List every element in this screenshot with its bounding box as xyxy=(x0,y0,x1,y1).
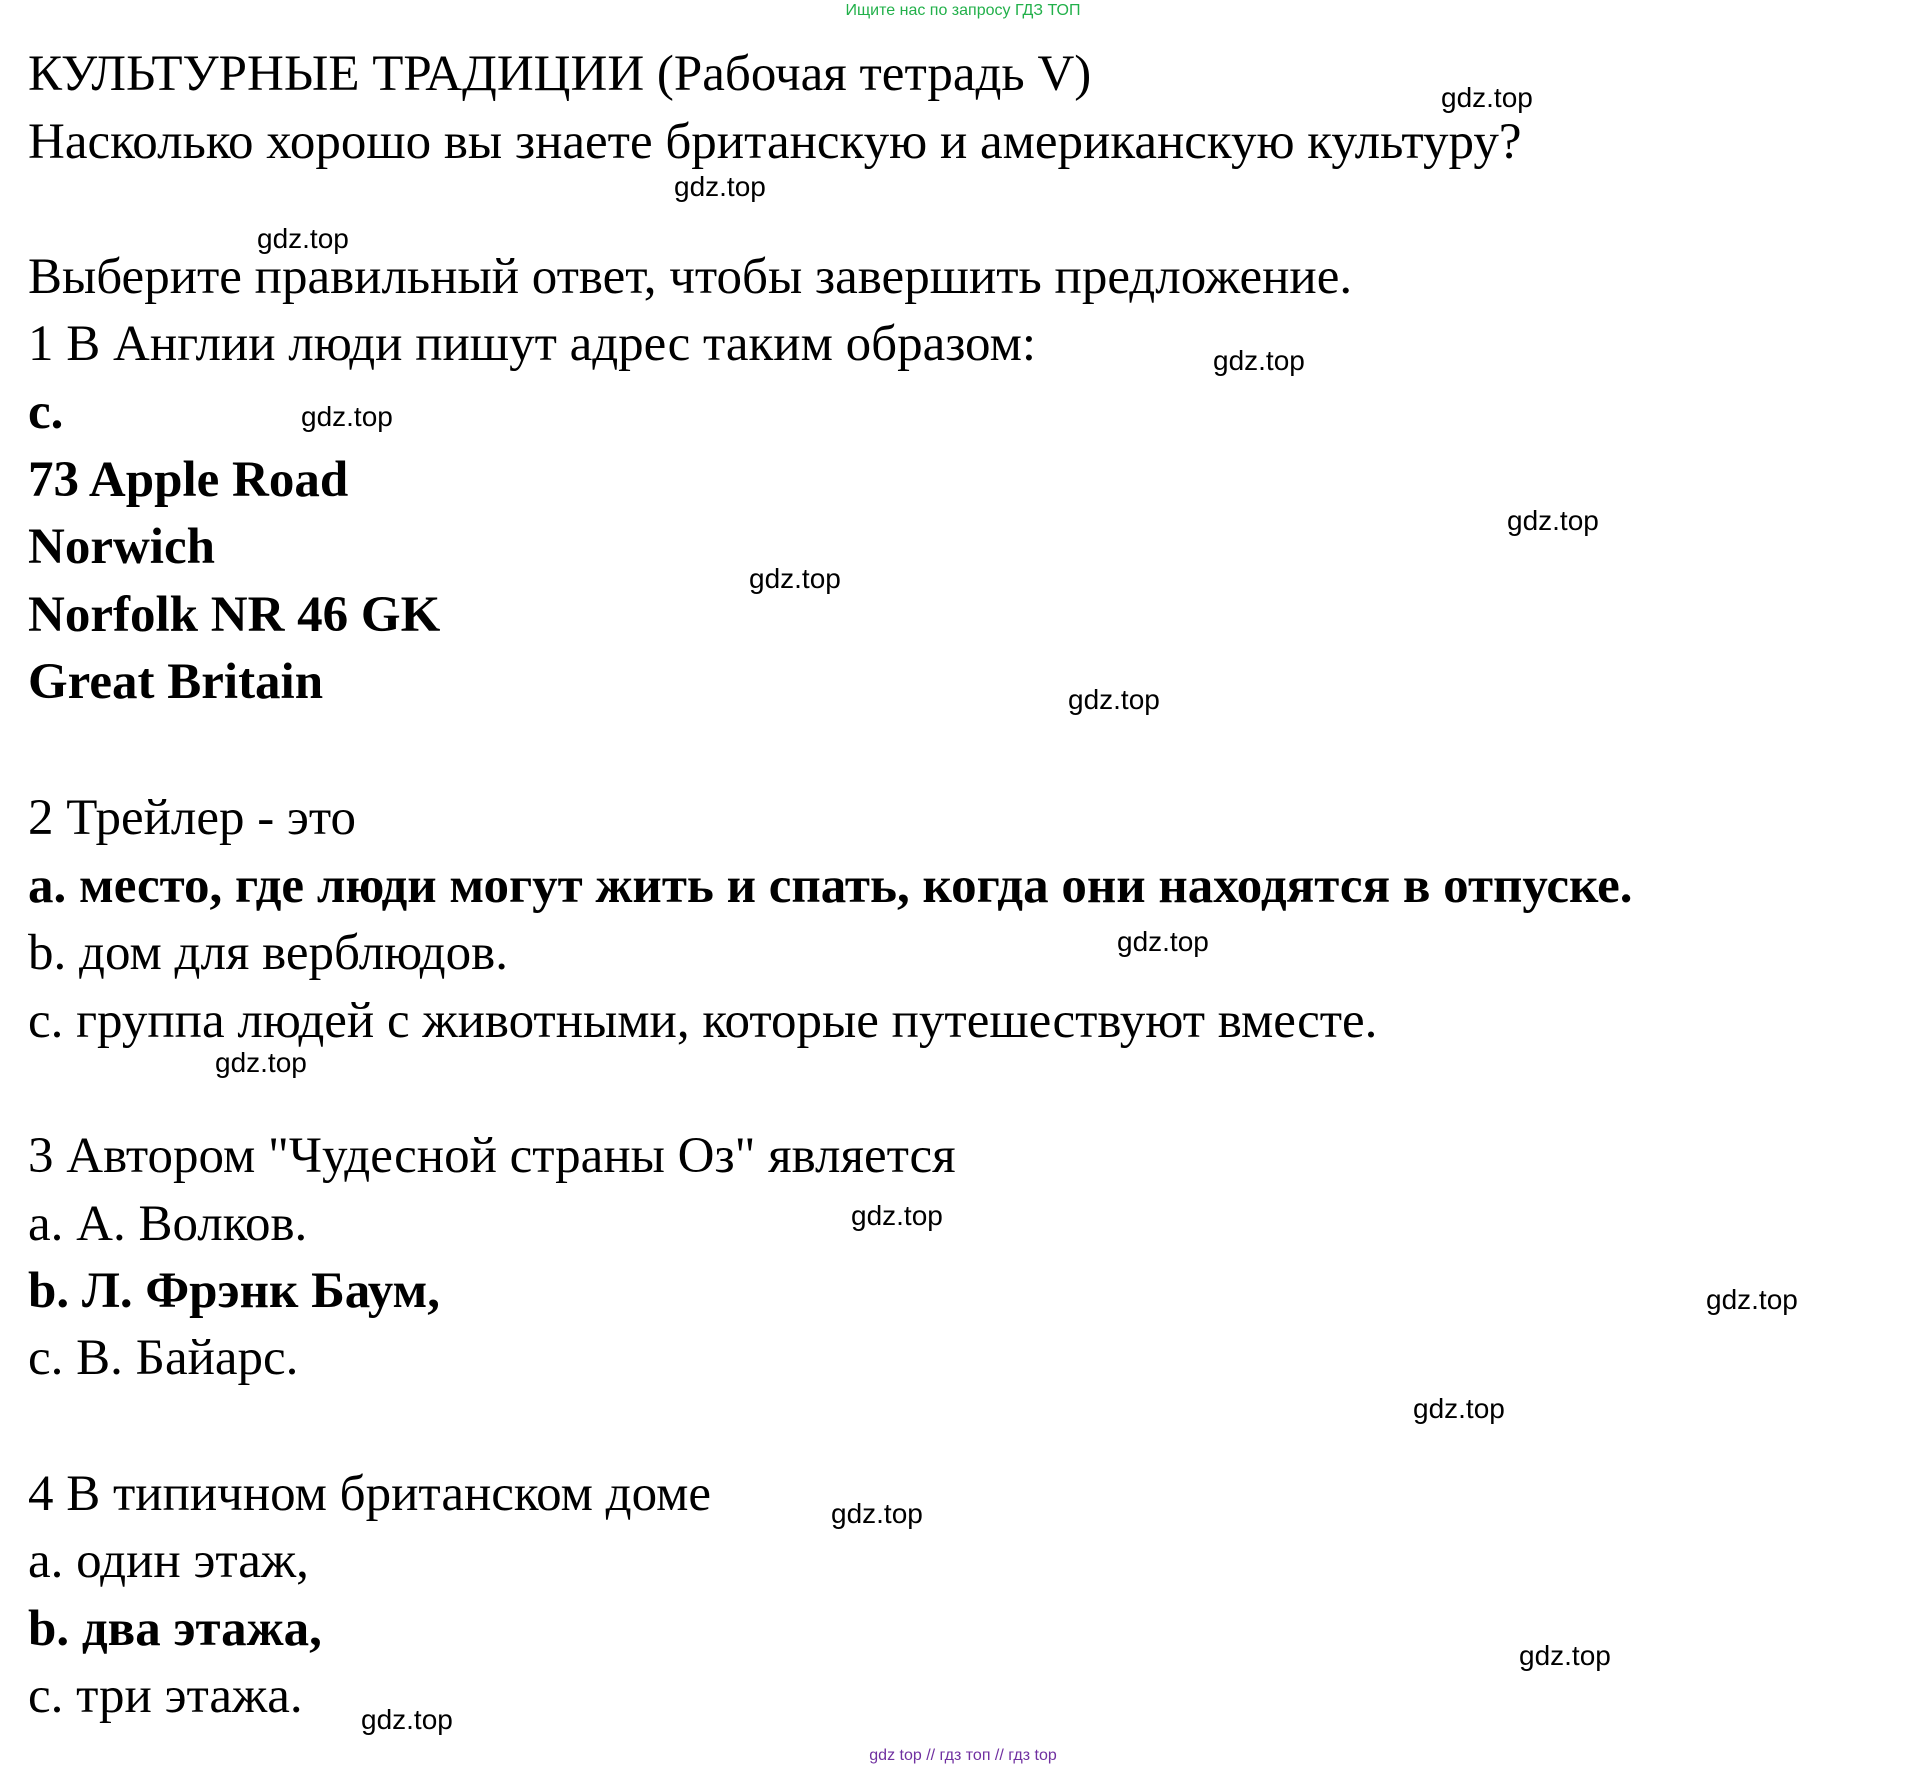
page-subtitle: Насколько хорошо вы знаете британскую и американскую культуру? xyxy=(28,114,1522,170)
page-title: КУЛЬТУРНЫЕ ТРАДИЦИИ (Рабочая тетрадь V) xyxy=(28,46,1092,102)
question-2-option-b: b. дом для верблюдов. xyxy=(28,925,508,981)
watermark: gdz.top xyxy=(831,1498,923,1529)
watermark: gdz.top xyxy=(1519,1640,1611,1671)
watermark: gdz.top xyxy=(851,1200,943,1231)
footer: gdz top // гдз топ // гдз top xyxy=(869,1747,1057,1764)
watermark: gdz.top xyxy=(749,563,841,594)
question-3-option-b: b. Л. Фрэнк Баум, xyxy=(28,1263,441,1319)
question-4: 4 В типичном британском доме xyxy=(28,1466,712,1522)
question-2-option-a: a. место, где люди могут жить и спать, когда они находятся в отпуске. xyxy=(28,858,1633,914)
question-2: 2 Трейлер - это xyxy=(28,790,356,846)
question-3: 3 Автором "Чудесной страны Оз" является xyxy=(28,1128,956,1184)
watermark: gdz.top xyxy=(257,223,349,254)
watermark: gdz.top xyxy=(1706,1284,1798,1315)
question-4-option-c: c. три этажа. xyxy=(28,1668,303,1724)
top-banner: Ищите нас по запросу ГДЗ ТОП xyxy=(845,2,1081,19)
watermark: gdz.top xyxy=(301,401,393,432)
watermark: gdz.top xyxy=(215,1047,307,1078)
watermark: gdz.top xyxy=(1413,1393,1505,1424)
question-4-option-a: a. один этаж, xyxy=(28,1533,309,1589)
address-line: Great Britain xyxy=(28,654,324,710)
watermark: gdz.top xyxy=(1068,684,1160,715)
question-1: 1 В Англии люди пишут адрес таким образом: xyxy=(28,316,1037,372)
watermark: gdz.top xyxy=(1507,505,1599,536)
watermark: gdz.top xyxy=(674,171,766,202)
address-line: Norfolk NR 46 GK xyxy=(28,587,441,643)
address-line: Norwich xyxy=(28,519,215,575)
watermark: gdz.top xyxy=(1213,345,1305,376)
question-2-option-c: c. группа людей с животными, которые путешествуют вместе. xyxy=(28,993,1378,1049)
question-3-option-a: a. А. Волков. xyxy=(28,1196,308,1252)
address-line: 73 Apple Road xyxy=(28,452,349,508)
question-3-option-c: c. В. Байарс. xyxy=(28,1330,299,1386)
question-1-answer-letter: c. xyxy=(28,384,64,440)
watermark: gdz.top xyxy=(361,1704,453,1735)
watermark: gdz.top xyxy=(1117,926,1209,957)
instruction: Выберите правильный ответ, чтобы завершить предложение. xyxy=(28,249,1353,305)
question-4-option-b: b. два этажа, xyxy=(28,1601,322,1657)
watermark: gdz.top xyxy=(1441,82,1533,113)
